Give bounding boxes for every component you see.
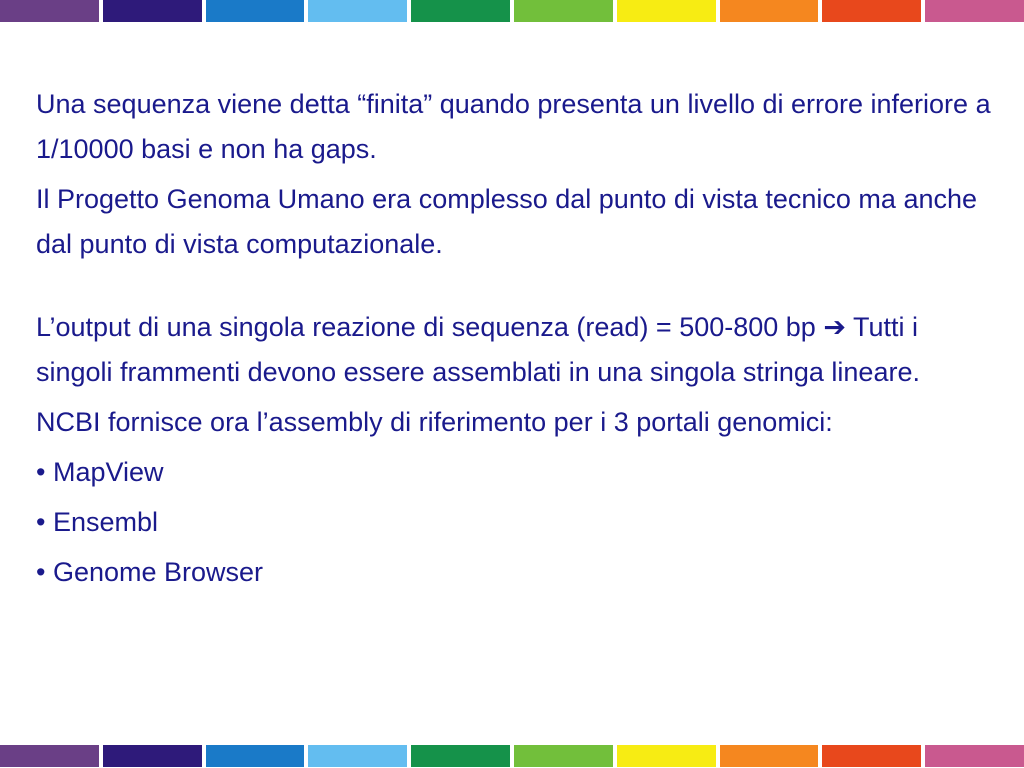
bottom-color-stripe — [0, 745, 1024, 767]
top-color-stripe — [0, 0, 1024, 22]
stripe-segment — [720, 745, 819, 767]
stripe-segment — [206, 0, 305, 22]
stripe-segment — [411, 745, 510, 767]
stripe-segment — [0, 0, 99, 22]
paragraph-ncbi-assembly: NCBI fornisce ora l’assembly di riferimento per i 3 portali genomici: — [36, 407, 833, 437]
read-output-text: L’output di una singola reazione di sequenza (read) = 500-800 bp — [36, 312, 824, 342]
stripe-segment — [411, 0, 510, 22]
stripe-segment — [822, 0, 921, 22]
stripe-segment — [0, 745, 99, 767]
bullet-item-genome-browser: • Genome Browser — [36, 557, 264, 587]
bullet-item-mapview: • MapView — [36, 457, 164, 487]
stripe-segment — [925, 0, 1024, 22]
stripe-segment — [720, 0, 819, 22]
paragraph-finished-sequence: Una sequenza viene detta “finita” quando presenta un livello di errore inferiore a 1/10000 basi e non ha gaps. — [36, 89, 991, 164]
read-output-text-continued: Tutti i singoli frammenti devono essere assemblati in una singola stringa lineare. — [36, 312, 920, 387]
arrow-right-icon: ➔ — [823, 312, 846, 343]
stripe-segment — [206, 745, 305, 767]
stripe-segment — [925, 745, 1024, 767]
paragraph-read-output — [36, 305, 996, 395]
stripe-segment — [617, 0, 716, 22]
stripe-segment — [308, 745, 407, 767]
bullet-item-ensembl: • Ensembl — [36, 507, 159, 537]
stripe-segment — [617, 745, 716, 767]
stripe-segment — [822, 745, 921, 767]
stripe-segment — [103, 745, 202, 767]
stripe-segment — [308, 0, 407, 22]
slide-body — [36, 82, 996, 600]
stripe-segment — [514, 0, 613, 22]
stripe-segment — [103, 0, 202, 22]
stripe-segment — [514, 745, 613, 767]
paragraph-human-genome-project: Il Progetto Genoma Umano era complesso dal punto di vista tecnico ma anche dal punto di vista computazionale. — [36, 184, 978, 259]
